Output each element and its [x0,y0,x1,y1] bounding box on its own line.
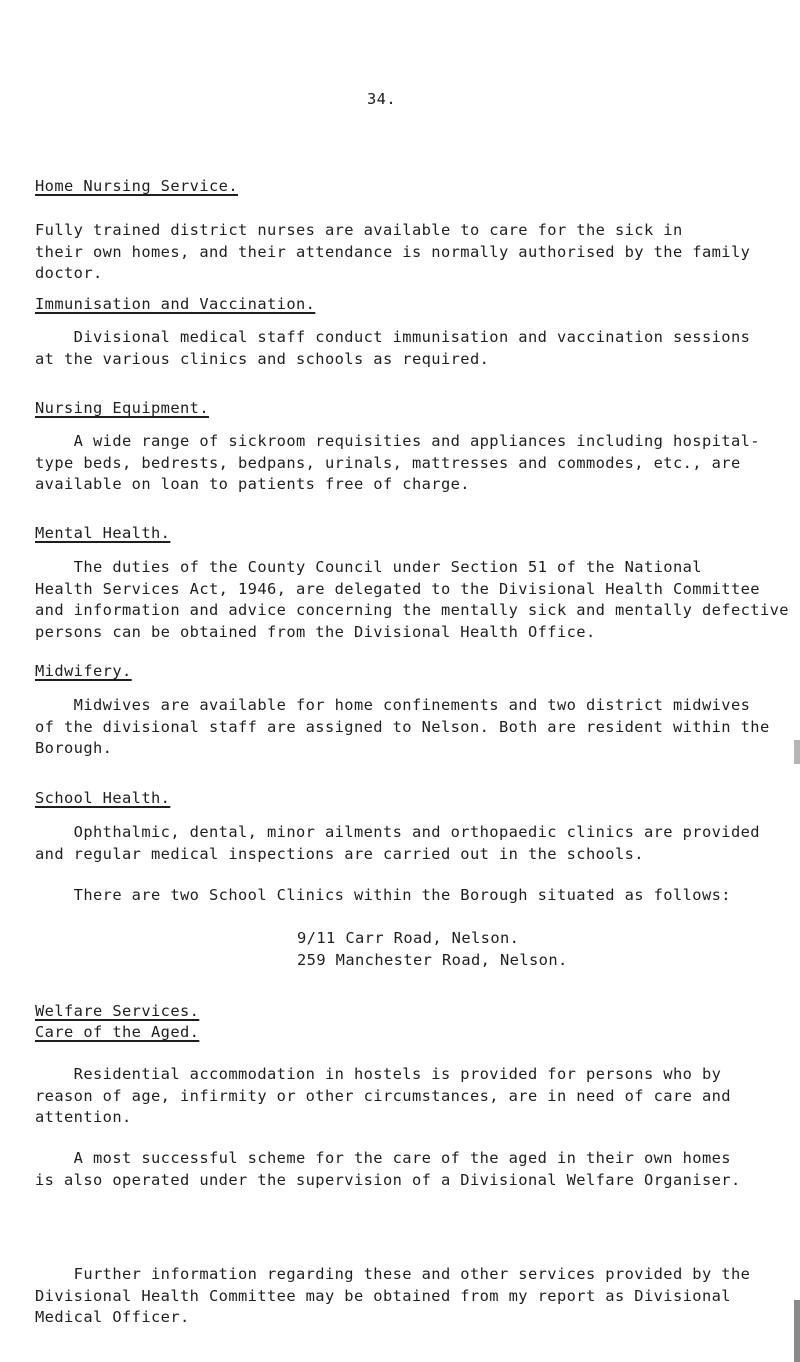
paragraph-nursing-equipment: A wide range of sickroom requisities and appliances including hospital- type beds, bedrests, bedpans, urinals, mattresses and commodes, etc., are available on loan to patients free of charge. [35,432,760,493]
scan-edge-mark [794,1300,800,1362]
heading-midwifery: Midwifery. [35,662,132,680]
heading-immunisation: Immunisation and Vaccination. [35,295,316,313]
paragraph-mental-health: The duties of the County Council under Section 51 of the National Health Services Act, 1946, are delegated to the Divisional Health Committee and information and advice concerning the mentally sick and mentally defective persons can be obtained from the Divisional Health Office. [35,558,789,641]
page-number: 34. [367,90,396,108]
scan-edge-mark [794,740,800,764]
heading-welfare-services: Welfare Services. [35,1002,200,1020]
subheading-care-of-the-aged: Care of the Aged. [35,1023,200,1041]
paragraph-midwifery: Midwives are available for home confinements and two district midwives of the divisional staff are assigned to Nelson. Both are resident within the Borough. [35,696,770,757]
heading-school-health: School Health. [35,789,171,807]
paragraph-immunisation: Divisional medical staff conduct immunisation and vaccination sessions at the various clinics and schools as required. [35,328,751,368]
paragraph-home-nursing: Fully trained district nurses are available to care for the sick in their own homes, and their attendance is normally authorised by the family doctor. [35,221,751,282]
paragraph-residential-accommodation: Residential accommodation in hostels is provided for persons who by reason of age, infirmity or other circumstances, are in need of care and attention. [35,1065,731,1126]
paragraph-further-information: Further information regarding these and other services provided by the Divisional Health Committee may be obtained from my report as Divisional Medical Officer. [35,1265,751,1326]
paragraph-school-health-clinics: Ophthalmic, dental, minor ailments and orthopaedic clinics are provided and regular medical inspections are carried out in the schools. [35,823,760,863]
paragraph-school-clinics-list-intro: There are two School Clinics within the Borough situated as follows: [35,886,731,904]
paragraph-aged-home-scheme: A most successful scheme for the care of the aged in their own homes is also operated under the supervision of a Divisional Welfare Organiser. [35,1149,741,1189]
heading-home-nursing: Home Nursing Service. [35,177,238,195]
heading-mental-health: Mental Health. [35,524,171,542]
heading-nursing-equipment: Nursing Equipment. [35,399,209,417]
school-clinic-addresses: 9/11 Carr Road, Nelson. 259 Manchester Road, Nelson. [297,929,568,969]
